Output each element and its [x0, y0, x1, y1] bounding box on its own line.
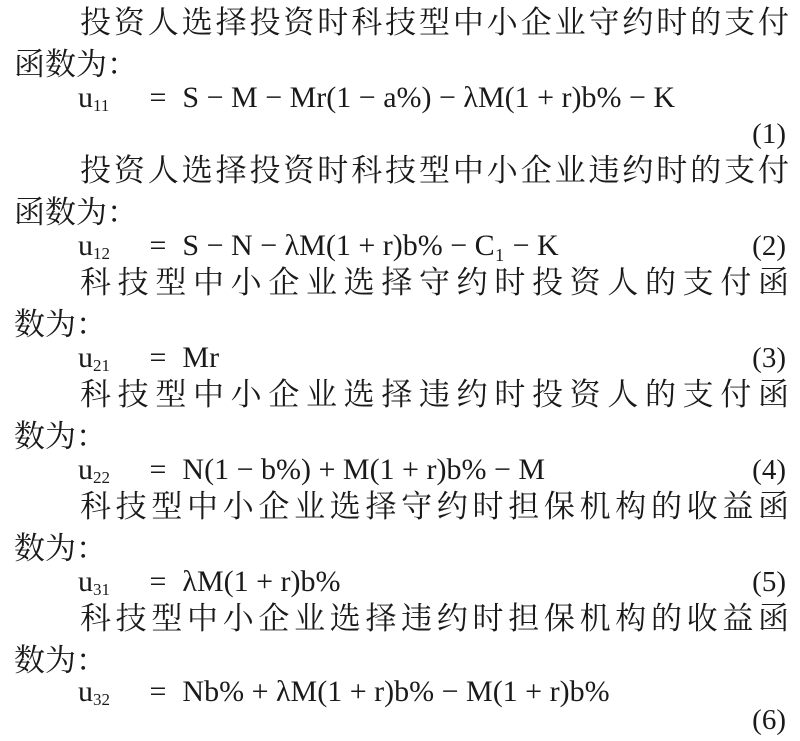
- paragraph-6-line-1: 科技型中小企业选择违约时担保机构的收益函: [80, 601, 790, 637]
- equation-4-equals: =: [149, 453, 167, 486]
- equation-3-number: (3): [752, 342, 786, 374]
- equation-5-subscript: 31: [93, 580, 110, 599]
- paragraph-3-line-1: 科技型中小企业选择守约时投资人的支付函: [80, 265, 790, 301]
- equation-2-equals: =: [149, 229, 167, 262]
- paragraph-3: [14, 262, 790, 346]
- equation-5-equals: =: [149, 565, 167, 598]
- equation-3-expression: Mr: [182, 341, 220, 374]
- paragraph-1: [14, 2, 790, 86]
- equation-1-symbol: u: [78, 81, 93, 114]
- equation-2-subscript: 12: [93, 244, 110, 263]
- equation-6-symbol: u: [78, 675, 93, 708]
- paragraph-3-line-2: 数为：: [14, 307, 107, 343]
- equation-5-symbol: u: [78, 565, 93, 598]
- paragraph-5: [14, 486, 790, 570]
- equation-4-expression: N(1 − b%) + M(1 + r)b% − M: [182, 453, 546, 486]
- equation-1-number: (1): [752, 118, 786, 150]
- equation-1-expression: S − M − Mr(1 − a%) − λM(1 + r)b% − K: [182, 81, 676, 114]
- equation-6-number: (6): [752, 704, 786, 736]
- paragraph-1-line-2: 函数为：: [14, 47, 138, 83]
- paragraph-5-line-1: 科技型中小企业选择守约时担保机构的收益函: [80, 489, 790, 525]
- paragraph-2-line-2: 函数为：: [14, 195, 138, 231]
- equation-4-number: (4): [752, 454, 786, 486]
- equation-2-expression: S − N − λM(1 + r)b% − C₁ − K: [182, 229, 559, 262]
- paragraph-4-line-1: 科技型中小企业选择违约时投资人的支付函: [80, 377, 790, 413]
- paragraph-6-line-2: 数为：: [14, 643, 107, 679]
- equation-6-subscript: 32: [93, 690, 110, 709]
- equation-1: [78, 78, 790, 126]
- equation-5-number: (5): [752, 566, 786, 598]
- equation-3-subscript: 21: [93, 356, 110, 375]
- equation-2-number: (2): [752, 230, 786, 262]
- equation-6: [78, 672, 790, 720]
- paragraph-2: [14, 150, 790, 234]
- equation-3-symbol: u: [78, 341, 93, 374]
- equation-1-subscript: 11: [93, 96, 110, 115]
- paragraph-1-line-1: 投资人选择投资时科技型中小企业守约时的支付: [80, 5, 790, 41]
- equation-6-equals: =: [149, 675, 167, 708]
- paragraph-2-line-1: 投资人选择投资时科技型中小企业违约时的支付: [80, 153, 790, 189]
- equation-3-equals: =: [149, 341, 167, 374]
- equation-1-equals: =: [149, 81, 167, 114]
- paragraph-4-line-2: 数为：: [14, 419, 107, 455]
- equation-4-symbol: u: [78, 453, 93, 486]
- equation-2-symbol: u: [78, 229, 93, 262]
- equation-4-subscript: 22: [93, 468, 110, 487]
- paragraph-4: [14, 374, 790, 458]
- equation-5-expression: λM(1 + r)b%: [182, 565, 341, 598]
- equation-6-expression: Nb% + λM(1 + r)b% − M(1 + r)b%: [182, 675, 610, 708]
- paragraph-5-line-2: 数为：: [14, 531, 107, 567]
- paragraph-6: [14, 598, 790, 682]
